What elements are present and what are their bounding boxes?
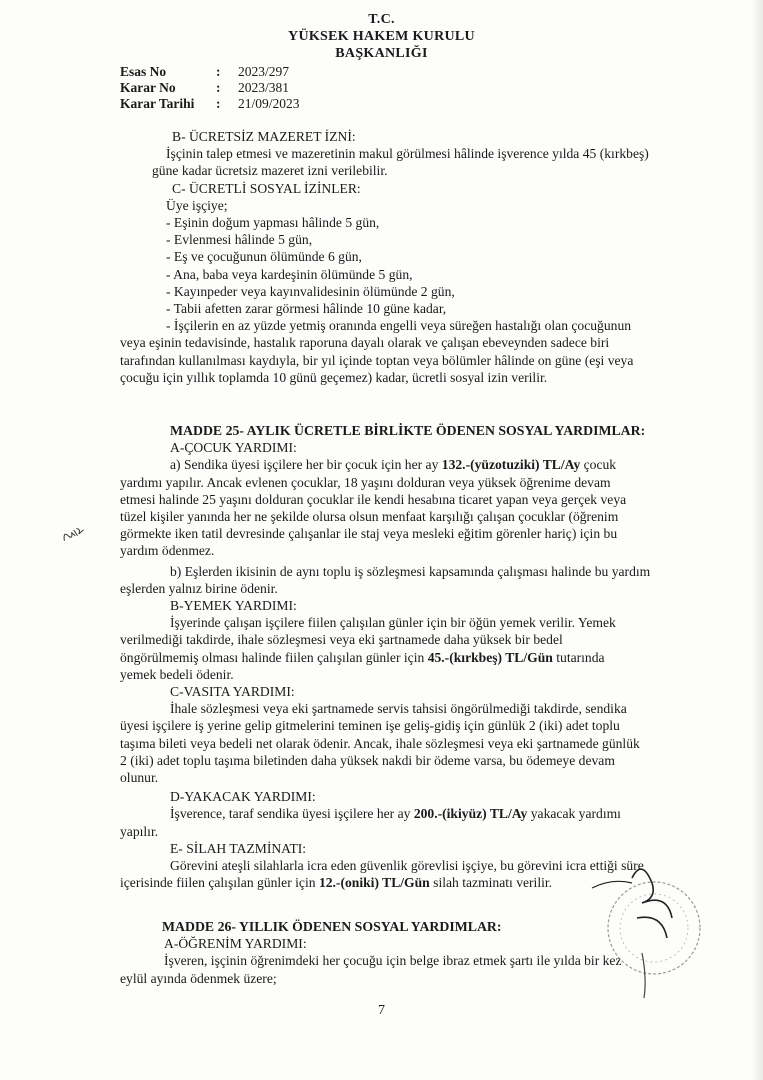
- section-c-cont3: çocuğu için yıllık toplamda 10 günü geçemez) kadar, ücretli sosyal izin verilir.: [120, 369, 548, 385]
- article-26-title: MADDE 26- YILLIK ÖDENEN SOSYAL YARDIMLAR:: [162, 919, 502, 934]
- list-item: - Eşinin doğum yapması hâlinde 5 gün,: [166, 215, 380, 231]
- meta-colon: :: [216, 64, 221, 79]
- education-aid-line2: eylül ayında ödenmek üzere;: [120, 970, 277, 986]
- text-run: a) Sendika üyesi işçilere her bir çocuk için her ay: [170, 457, 442, 473]
- section-c-title: C- ÜCRETLİ SOSYAL İZİNLER:: [172, 180, 361, 196]
- official-stamp-icon: [572, 858, 722, 1003]
- meta-key: Karar Tarihi: [120, 96, 195, 111]
- section-b-text1: İşçinin talep etmesi ve mazeretinin makul görülmesi hâlinde işverence yılda 45 (kırkbeş): [166, 146, 649, 162]
- meta-colon: :: [216, 80, 221, 95]
- section-c-cont1: veya eşinin tedavisinde, hastalık raporuna dayalı olarak ve çalışan ebeveynden sadece biri: [120, 335, 610, 351]
- transport-aid-line5: olunur.: [120, 770, 159, 786]
- education-aid-title: A-ÖĞRENİM YARDIMI:: [164, 936, 307, 952]
- fuel-aid-title: D-YAKACAK YARDIMI:: [170, 789, 316, 805]
- page-edge-shadow: [752, 0, 763, 1080]
- transport-aid-line4: 2 (iki) adet toplu taşıma biletinden daha yüksek nakdi bir ödeme varsa, bu ödemeye devam: [120, 752, 615, 768]
- transport-aid-line3: taşıma bileti veya bedeli net olarak ödenir. Ancak, ihale sözleşmesi veya eki şartnamede günlük: [120, 735, 640, 751]
- weapon-compensation-line1: Görevini ateşli silahlarla icra eden güvenlik görevlisi işçiye, bu görevini icra ettiği süre: [170, 858, 644, 874]
- weapon-compensation-title: E- SİLAH TAZMİNATI:: [170, 840, 307, 856]
- meal-aid-line1: İşyerinde çalışan işçilere fiilen çalışılan günler için bir öğün yemek verilir. Yemek: [170, 615, 616, 631]
- transport-aid-line2: üyesi işçilere iş yerine gelip gitmelerini teminen işe geliş-gidiş için günlük 2 (iki) adet toplu: [120, 718, 620, 734]
- section-b-c: [120, 128, 732, 386]
- header-department: BAŞKANLIĞI: [335, 46, 428, 61]
- list-item: - Ana, baba veya kardeşinin ölümünde 5 gün,: [166, 266, 413, 282]
- section-b-title: B- ÜCRETSİZ MAZERET İZNİ:: [172, 129, 356, 144]
- article-25: [120, 422, 720, 891]
- meta-row-esas: [120, 64, 300, 80]
- child-aid-line4: tüzel kişiler yanında her ne şekilde olursa olsun menfaat karşılığı çalışan çocuklar (öğrenim: [120, 509, 619, 525]
- transport-aid-title: C-VASITA YARDIMI:: [170, 684, 295, 700]
- text-run: İşverence, taraf sendika üyesi işçilere her ay: [170, 806, 414, 822]
- meal-aid-line4: yemek bedeli ödenir.: [120, 666, 234, 682]
- meta-value: 2023/381: [238, 80, 290, 95]
- child-aid-b-line1: b) Eşlerden ikisinin de aynı toplu iş sözleşmesi kapsamında çalışması halinde bu yardım: [170, 563, 651, 579]
- meta-value: 2023/297: [238, 64, 290, 79]
- case-meta: [120, 64, 300, 112]
- meta-row-tarih: [120, 96, 300, 112]
- child-aid-line5: görmekte iken tatil devresinde çalışanlar ile staj veya mesleki eğitim görenler hariç) için bu: [120, 526, 618, 542]
- meta-key: Karar No: [120, 80, 176, 95]
- fuel-aid-line2: yapılır.: [120, 823, 159, 839]
- child-aid-title: A-ÇOCUK YARDIMI:: [170, 440, 297, 456]
- list-item: - Eş ve çocuğunun ölümünde 6 gün,: [166, 249, 362, 265]
- fuel-aid-line1: [170, 805, 720, 822]
- page-number: 7: [378, 1003, 385, 1018]
- header-tc: T.C.: [368, 12, 395, 27]
- child-aid-amount: 132.-(yüzotuziki) TL/Ay: [441, 457, 581, 473]
- text-run: tutarında: [552, 649, 605, 665]
- transport-aid-line1: İhale sözleşmesi veya eki şartnamede servis tahsisi öngörülmediği takdirde, sendika: [170, 701, 627, 717]
- section-b-text2: güne kadar ücretsiz mazeret izni verilebilir.: [152, 163, 388, 179]
- education-aid-line1: İşveren, işçinin öğrenimdeki her çocuğu için belge ibraz etmek şartı ile yılda bir kez: [164, 953, 622, 969]
- meal-aid-amount: 45.-(kırkbeş) TL/Gün: [427, 649, 553, 665]
- child-aid-line3: etmesi halinde 25 yaşını dolduran çocuklar ile kendi hesabına ticaret yapan veya gerçek veya: [120, 491, 627, 507]
- list-item: - Tabii afetten zarar görmesi hâlinde 10 güne kadar,: [166, 301, 447, 317]
- text-run: öngörülmemiş olması halinde fiilen çalışılan günler için: [120, 649, 428, 665]
- child-aid-b-line2: eşlerden yalnız birine ödenir.: [120, 580, 278, 596]
- meal-aid-line2: verilmediği takdirde, ihale sözleşmesi veya eki şartnamede daha yüksek bir bedel: [120, 632, 563, 648]
- text-run: silah tazminatı verilir.: [429, 875, 553, 891]
- section-c-cont2: tarafından kullanılması kaydıyla, bir yıl içinde toptan veya bölümler hâlinde on güne (eşi veya: [120, 352, 634, 368]
- meal-aid-title: B-YEMEK YARDIMI:: [170, 598, 297, 614]
- text-run: yakacak yardımı: [527, 806, 621, 822]
- list-item: - Kayınpeder veya kayınvalidesinin ölümünde 2 gün,: [166, 283, 455, 299]
- child-aid-line6: yardım ödenmez.: [120, 543, 215, 559]
- child-aid-line2: yardımı yapılır. Ancak evlenen çocuklar, 18 yaşını dolduran veya yüksek öğrenime devam: [120, 474, 611, 490]
- list-item: - Evlenmesi hâlinde 5 gün,: [166, 232, 313, 248]
- text-run: çocuk: [580, 457, 617, 473]
- child-aid-line1: [170, 456, 720, 473]
- meta-row-karar: [120, 80, 300, 96]
- fuel-aid-amount: 200.-(ikiyüz) TL/Ay: [413, 806, 528, 822]
- section-c-intro: Üye işçiye;: [166, 197, 228, 213]
- meta-key: Esas No: [120, 64, 167, 79]
- meta-colon: :: [216, 96, 221, 111]
- meta-value: 21/09/2023: [238, 96, 300, 111]
- header-institution: YÜKSEK HAKEM KURULU: [288, 29, 475, 44]
- text-run: içerisinde fiilen çalışılan günler için: [120, 875, 319, 891]
- article-25-title: MADDE 25- AYLIK ÜCRETLE BİRLİKTE ÖDENEN SOSYAL YARDIMLAR:: [170, 423, 646, 438]
- weapon-compensation-amount: 12.-(oniki) TL/Gün: [318, 875, 430, 891]
- list-item: - İşçilerin en az yüzde yetmiş oranında engelli veya süreğen hastalığı olan çocuğunun: [166, 318, 632, 334]
- margin-initials-icon: [58, 519, 91, 547]
- meal-aid-line3: [120, 649, 720, 666]
